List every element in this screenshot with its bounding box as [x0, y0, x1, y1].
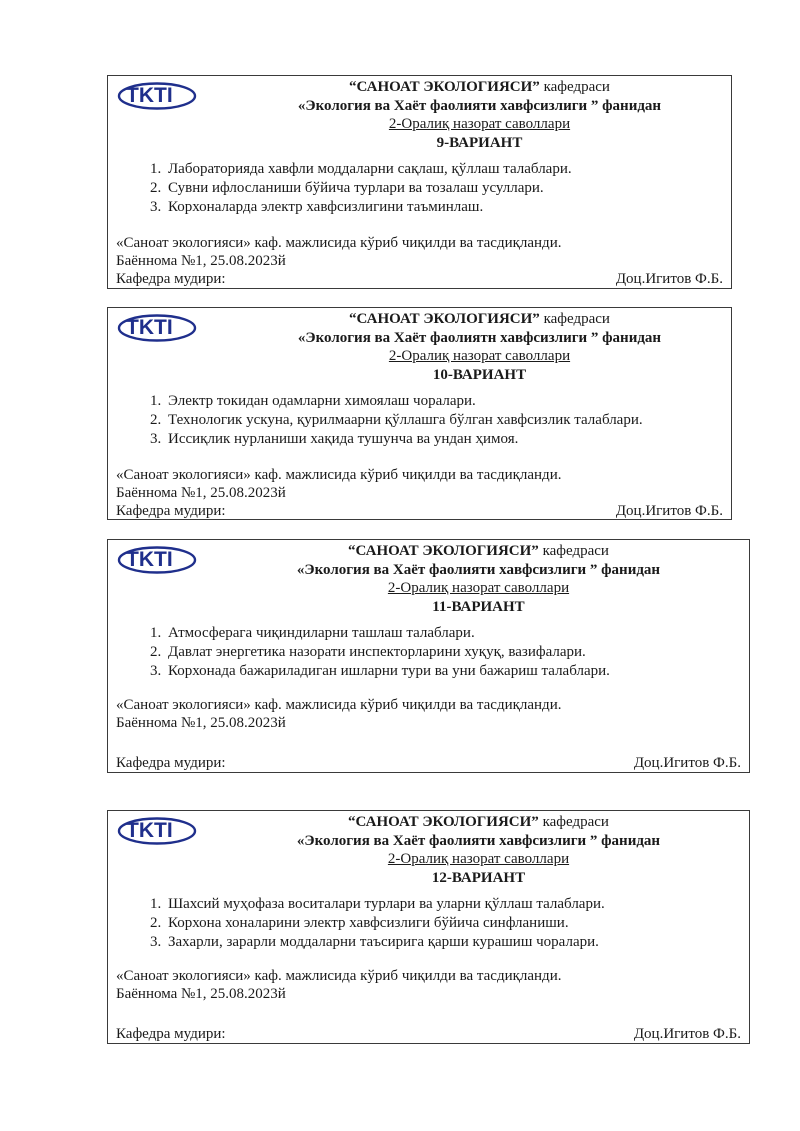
question-list	[120, 392, 643, 449]
department-line: “САНОАТ ЭКОЛОГИЯСИ” кафедраси	[349, 79, 610, 95]
subject-line: «Экология ва Хаёт фаолияти хавфсизлиги ” фанидан	[296, 832, 661, 849]
card-header	[108, 78, 731, 152]
protocol-note: Баённома №1, 25.08.2023й	[116, 253, 286, 269]
subject-line: «Экология ва Хаёт фаолияти хавфсизлиги ” фанидан	[297, 97, 662, 114]
list-item: 1. Атмосферага чиқиндиларни ташлаш талаблари.	[165, 624, 610, 643]
list-item: 2. Корхона хоналарини электр хавфсизлиги бўйича синфланиши.	[165, 914, 605, 933]
exam-title: 2-Оралиқ назорат саволлари	[387, 851, 570, 867]
list-item: 3. Корхонада бажариладиган ишларни тури ва уни бажариш талаблари.	[165, 662, 610, 681]
list-item: 3. Корхоналарда электр хавфсизлигини таъминлаш.	[165, 198, 572, 217]
variant-number: 12-ВАРИАНТ	[431, 869, 526, 886]
exam-title: 2-Оралиқ назорат саволлари	[388, 348, 571, 364]
subject-line: «Экология ва Хаёт фаолиятн хавфсизлиги ” фанидан	[297, 329, 662, 346]
list-item: 3. Иссиқлик нурланиши хақида тушунча ва ундан ҳимоя.	[165, 430, 643, 449]
question-list	[120, 160, 572, 217]
department-line: “САНОАТ ЭКОЛОГИЯСИ” кафедраси	[349, 311, 610, 327]
subject-line: «Экология ва Хаёт фаолияти хавфсизлиги ” фанидан	[296, 561, 661, 578]
list-item: 1. Электр токидан одамларни химоялаш чоралари.	[165, 392, 643, 411]
signer-name: Доц.Игитов Ф.Б.	[633, 755, 741, 771]
svg-text:TKTI: TKTI	[126, 819, 173, 842]
variant-card-1	[107, 75, 732, 289]
list-item: 2. Давлат энергетика назорати инспекторларини хуқуқ, вазифалари.	[165, 643, 610, 662]
svg-text:TKTI: TKTI	[126, 316, 173, 339]
head-label: Кафедра мудири:	[116, 271, 226, 287]
protocol-note: Баённома №1, 25.08.2023й	[116, 715, 286, 731]
signer-name: Доц.Игитов Ф.Б.	[615, 503, 723, 519]
approval-note: «Саноат экологияси» каф. мажлисида кўриб чиқилди ва тасдиқланди.	[116, 235, 562, 251]
department-line: “САНОАТ ЭКОЛОГИЯСИ” кафедраси	[348, 543, 609, 559]
head-label: Кафедра мудири:	[116, 503, 226, 519]
protocol-note: Баённома №1, 25.08.2023й	[116, 986, 286, 1002]
variant-number: 11-ВАРИАНТ	[432, 598, 525, 615]
exam-title: 2-Оралиқ назорат саволлари	[388, 116, 571, 132]
head-label: Кафедра мудири:	[116, 1026, 226, 1042]
variant-card-3	[107, 539, 750, 773]
approval-note: «Саноат экологияси» каф. мажлисида кўриб чиқилди ва тасдиқланди.	[116, 968, 562, 984]
signer-name: Доц.Игитов Ф.Б.	[615, 271, 723, 287]
list-item: 1. Лабораторияда хавфли моддаларни сақлаш, қўллаш талаблари.	[165, 160, 572, 179]
card-header	[108, 310, 731, 384]
list-item: 2. Сувни ифлосланиши бўйича турлари ва тозалаш усуллари.	[165, 179, 572, 198]
variant-card-2	[107, 307, 732, 520]
variant-card-4	[107, 810, 750, 1044]
protocol-note: Баённома №1, 25.08.2023й	[116, 485, 286, 501]
list-item: 2. Технологик ускуна, қурилмаарни қўллашга бўлган хавфсизлик талаблари.	[165, 411, 643, 430]
card-header	[108, 813, 749, 887]
question-list	[120, 895, 605, 952]
department-line: “САНОАТ ЭКОЛОГИЯСИ” кафедраси	[348, 814, 609, 830]
variant-number: 10-ВАРИАНТ	[432, 366, 527, 383]
svg-text:TKTI: TKTI	[126, 548, 173, 571]
card-header	[108, 542, 749, 616]
question-list	[120, 624, 610, 681]
signer-name: Доц.Игитов Ф.Б.	[633, 1026, 741, 1042]
svg-text:TKTI: TKTI	[126, 84, 173, 107]
approval-note: «Саноат экологияси» каф. мажлисида кўриб чиқилди ва тасдиқланди.	[116, 697, 562, 713]
list-item: 1. Шахсий муҳофаза воситалари турлари ва уларни қўллаш талаблари.	[165, 895, 605, 914]
approval-note: «Саноат экологияси» каф. мажлисида кўриб чиқилди ва тасдиқланди.	[116, 467, 562, 483]
list-item: 3. Захарли, зарарли моддаларни таъсирига қарши курашиш чоралари.	[165, 933, 605, 952]
head-label: Кафедра мудири:	[116, 755, 226, 771]
variant-number: 9-ВАРИАНТ	[436, 134, 523, 151]
exam-title: 2-Оралиқ назорат саволлари	[387, 580, 570, 596]
